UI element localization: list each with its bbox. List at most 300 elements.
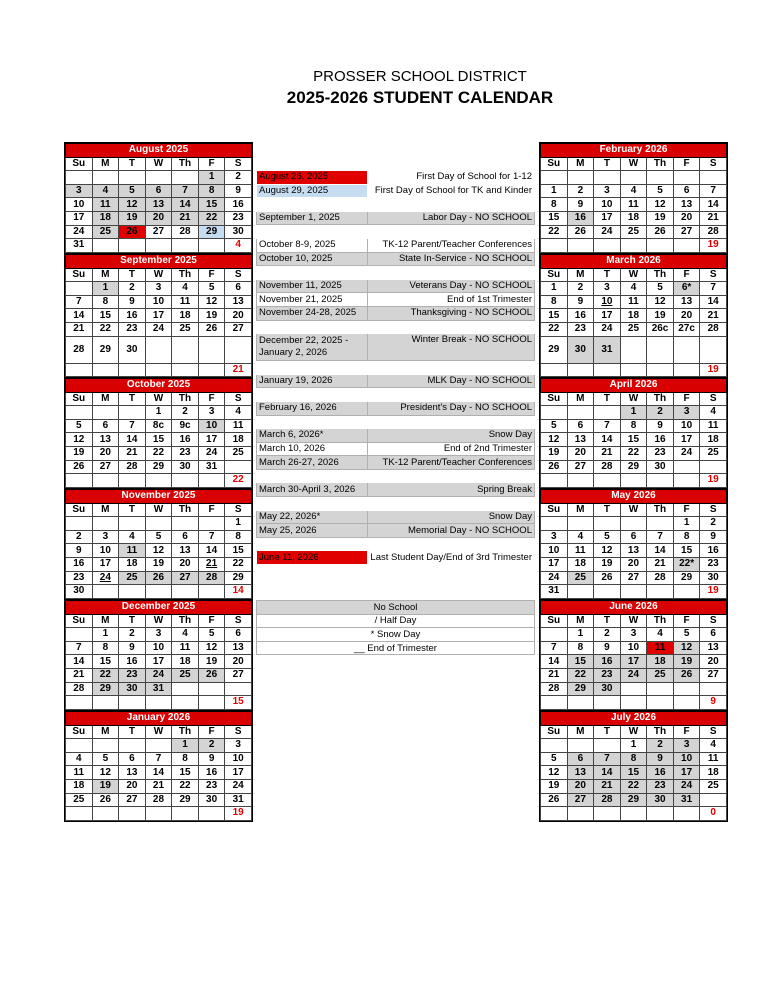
day-cell: 16	[647, 766, 674, 780]
day-cell: 18	[700, 433, 727, 447]
event-desc: Snow Day	[368, 510, 535, 524]
event-date: August 29, 2025	[257, 184, 368, 198]
day-cell: 19	[700, 239, 727, 253]
day-header: W	[145, 725, 172, 739]
event-desc: Veterans Day - NO SCHOOL	[368, 279, 535, 293]
day-cell: 18	[172, 655, 199, 669]
day-cell: 7	[66, 641, 93, 655]
month-calendar	[539, 710, 728, 822]
day-cell: 1	[198, 171, 225, 185]
day-cell: 8	[172, 752, 199, 766]
day-cell: 14	[172, 198, 199, 212]
day-cell	[119, 363, 146, 377]
day-cell: 30	[594, 682, 621, 696]
day-cell	[92, 739, 119, 753]
day-cell: 29	[92, 336, 119, 363]
day-header: Su	[541, 392, 568, 406]
day-cell: 2	[647, 739, 674, 753]
day-cell: 20	[620, 557, 647, 571]
day-cell: 11	[225, 419, 252, 433]
day-cell	[66, 282, 93, 296]
day-cell	[567, 517, 594, 531]
day-cell	[567, 239, 594, 253]
day-cell: 25	[172, 668, 199, 682]
day-cell: 4	[567, 530, 594, 544]
day-cell: 6*	[673, 282, 700, 296]
day-cell: 4	[620, 282, 647, 296]
day-header: M	[92, 725, 119, 739]
day-cell: 11	[700, 752, 727, 766]
day-cell: 19	[647, 211, 674, 225]
day-cell: 13	[225, 641, 252, 655]
day-cell: 29	[567, 682, 594, 696]
day-cell	[620, 336, 647, 363]
day-cell: 12	[673, 641, 700, 655]
day-cell: 22	[620, 779, 647, 793]
day-cell	[145, 363, 172, 377]
day-header: W	[145, 614, 172, 628]
day-cell: 23	[647, 446, 674, 460]
day-header: Su	[541, 157, 568, 171]
day-cell	[172, 336, 199, 363]
day-cell: 31	[66, 239, 93, 253]
day-cell: 8	[92, 295, 119, 309]
day-cell	[145, 807, 172, 821]
day-cell: 3	[225, 739, 252, 753]
month-title: September 2025	[66, 255, 252, 269]
day-cell: 25	[119, 571, 146, 585]
day-cell: 25	[647, 668, 674, 682]
day-cell: 20	[92, 446, 119, 460]
day-cell: 2	[594, 628, 621, 642]
day-cell: 27	[145, 225, 172, 239]
day-cell: 6	[225, 282, 252, 296]
day-cell: 9	[119, 295, 146, 309]
day-cell: 2	[66, 530, 93, 544]
day-cell: 24	[225, 779, 252, 793]
day-cell: 5	[66, 419, 93, 433]
day-cell	[673, 585, 700, 599]
day-cell: 2	[119, 628, 146, 642]
day-header: Th	[172, 157, 199, 171]
day-cell: 9	[225, 184, 252, 198]
day-cell	[541, 628, 568, 642]
day-cell: 11	[172, 295, 199, 309]
day-header: S	[225, 614, 252, 628]
legend-no-school: No School	[257, 601, 535, 615]
day-cell	[567, 585, 594, 599]
day-cell: 7	[700, 282, 727, 296]
day-cell: 5	[594, 530, 621, 544]
day-cell	[172, 239, 199, 253]
day-cell: 22*	[673, 557, 700, 571]
day-cell: 10	[145, 641, 172, 655]
day-cell: 18	[66, 779, 93, 793]
day-header: Th	[647, 392, 674, 406]
day-cell: 27	[620, 571, 647, 585]
day-cell: 19	[198, 309, 225, 323]
day-cell: 20	[172, 557, 199, 571]
day-cell	[700, 682, 727, 696]
day-header: Th	[647, 614, 674, 628]
day-cell: 8	[620, 752, 647, 766]
day-cell	[66, 807, 93, 821]
day-cell	[594, 406, 621, 420]
day-cell: 22	[92, 668, 119, 682]
day-cell	[594, 585, 621, 599]
day-cell: 22	[225, 474, 252, 488]
day-cell	[172, 474, 199, 488]
event-desc: Labor Day - NO SCHOOL	[368, 211, 535, 225]
month-title: November 2025	[66, 490, 252, 504]
day-cell	[92, 517, 119, 531]
day-header: W	[145, 268, 172, 282]
day-cell: 2	[119, 282, 146, 296]
event-desc: Thanksgiving - NO SCHOOL	[368, 306, 535, 320]
day-header: Su	[66, 157, 93, 171]
day-cell	[620, 363, 647, 377]
day-cell: 23	[119, 668, 146, 682]
day-cell: 21	[647, 557, 674, 571]
day-cell: 30	[567, 336, 594, 363]
event-desc: Winter Break - NO SCHOOL	[368, 334, 535, 361]
event-date: February 16, 2026	[257, 401, 368, 415]
day-cell: 10	[92, 544, 119, 558]
day-cell: 2	[225, 171, 252, 185]
day-cell	[594, 696, 621, 710]
day-cell	[119, 474, 146, 488]
day-cell	[198, 336, 225, 363]
day-cell: 12	[198, 295, 225, 309]
day-header: Su	[66, 725, 93, 739]
day-cell: 26	[594, 571, 621, 585]
day-cell: 21	[119, 446, 146, 460]
day-cell: 18	[119, 557, 146, 571]
month-title: June 2026	[541, 601, 727, 615]
day-cell	[541, 406, 568, 420]
day-cell	[66, 739, 93, 753]
day-cell: 14	[119, 433, 146, 447]
day-cell: 31	[673, 793, 700, 807]
day-cell: 24	[145, 668, 172, 682]
event-desc: Memorial Day - NO SCHOOL	[368, 524, 535, 538]
day-cell: 13	[172, 544, 199, 558]
day-cell: 7	[700, 184, 727, 198]
day-header: F	[673, 725, 700, 739]
day-cell: 16	[119, 309, 146, 323]
events-list	[256, 170, 535, 565]
event-date: November 11, 2025	[257, 279, 368, 293]
day-cell: 1	[172, 739, 199, 753]
day-header: Th	[172, 268, 199, 282]
day-cell: 10	[620, 641, 647, 655]
day-cell: 15	[673, 544, 700, 558]
day-header: T	[594, 503, 621, 517]
day-header: T	[119, 503, 146, 517]
day-cell	[673, 807, 700, 821]
day-cell: 25	[700, 446, 727, 460]
day-cell	[541, 696, 568, 710]
day-header: M	[92, 268, 119, 282]
day-cell: 10	[594, 198, 621, 212]
day-cell	[198, 585, 225, 599]
day-cell	[145, 585, 172, 599]
day-cell: 11	[92, 198, 119, 212]
day-cell	[66, 628, 93, 642]
day-cell: 8	[541, 198, 568, 212]
day-header: Th	[172, 614, 199, 628]
day-cell	[66, 696, 93, 710]
month-calendar	[64, 253, 253, 378]
day-cell: 4	[225, 239, 252, 253]
day-cell	[119, 406, 146, 420]
day-header: Th	[172, 392, 199, 406]
day-cell	[66, 406, 93, 420]
day-cell: 1	[620, 739, 647, 753]
month-title: July 2026	[541, 712, 727, 726]
day-cell: 29	[620, 460, 647, 474]
day-header: F	[673, 268, 700, 282]
day-header: S	[700, 392, 727, 406]
day-cell: 28	[541, 682, 568, 696]
day-header: T	[119, 614, 146, 628]
day-cell	[119, 739, 146, 753]
day-cell: 10	[66, 198, 93, 212]
day-cell	[700, 793, 727, 807]
day-cell: 21	[66, 668, 93, 682]
day-cell: 22	[541, 322, 568, 336]
day-header: W	[620, 614, 647, 628]
event-desc: First Day of School for TK and Kinder	[374, 184, 532, 196]
day-cell: 6	[700, 628, 727, 642]
day-cell: 9c	[172, 419, 199, 433]
day-cell: 18	[225, 433, 252, 447]
day-cell: 15	[620, 433, 647, 447]
day-cell: 5	[198, 282, 225, 296]
event-date: September 1, 2025	[257, 211, 368, 225]
day-header: Su	[541, 268, 568, 282]
event-desc: TK-12 Parent/Teacher Conferences	[368, 456, 535, 470]
day-cell	[567, 696, 594, 710]
day-cell: 26	[145, 571, 172, 585]
day-cell: 15	[145, 433, 172, 447]
month-title: February 2026	[541, 144, 727, 158]
day-cell: 19	[700, 474, 727, 488]
day-cell	[92, 363, 119, 377]
day-cell: 6	[145, 184, 172, 198]
day-header: Su	[541, 614, 568, 628]
day-cell	[567, 363, 594, 377]
month-title: April 2026	[541, 379, 727, 393]
day-cell: 5	[92, 752, 119, 766]
day-cell: 12	[647, 198, 674, 212]
day-cell: 17	[594, 211, 621, 225]
day-cell: 27	[92, 460, 119, 474]
day-header: F	[198, 614, 225, 628]
day-cell: 24	[198, 446, 225, 460]
day-cell	[66, 517, 93, 531]
day-cell	[647, 336, 674, 363]
day-cell: 10	[673, 419, 700, 433]
event-date: December 22, 2025 - January 2, 2026	[257, 334, 368, 361]
day-cell: 22	[198, 211, 225, 225]
day-cell	[145, 171, 172, 185]
month-calendar	[64, 377, 253, 489]
day-cell	[172, 585, 199, 599]
day-cell: 24	[594, 225, 621, 239]
day-cell: 27	[567, 793, 594, 807]
day-cell: 3	[673, 406, 700, 420]
day-header: F	[198, 157, 225, 171]
day-cell: 10	[225, 752, 252, 766]
day-cell: 8	[225, 530, 252, 544]
day-cell: 24	[673, 779, 700, 793]
day-cell: 28	[594, 793, 621, 807]
legend-half-day: / Half Day	[257, 614, 535, 628]
day-cell: 13	[620, 544, 647, 558]
day-cell: 17	[198, 433, 225, 447]
day-cell	[198, 807, 225, 821]
day-cell: 28	[66, 682, 93, 696]
day-cell: 8	[620, 419, 647, 433]
month-calendar	[64, 488, 253, 600]
day-cell: 26	[66, 460, 93, 474]
day-header: S	[225, 503, 252, 517]
day-cell: 21	[700, 309, 727, 323]
day-header: F	[198, 268, 225, 282]
day-header: T	[594, 157, 621, 171]
day-cell: 21	[541, 668, 568, 682]
day-cell	[145, 696, 172, 710]
day-cell: 9	[567, 295, 594, 309]
day-cell: 7	[198, 530, 225, 544]
day-cell: 26	[198, 322, 225, 336]
day-cell: 30	[647, 793, 674, 807]
day-cell: 23	[225, 211, 252, 225]
day-cell: 22	[567, 668, 594, 682]
day-cell	[66, 363, 93, 377]
day-cell: 29	[92, 682, 119, 696]
day-cell	[225, 460, 252, 474]
event-date: May 25, 2026	[257, 524, 368, 538]
day-cell	[198, 696, 225, 710]
day-cell	[647, 682, 674, 696]
day-cell: 2	[198, 739, 225, 753]
day-cell: 25	[700, 779, 727, 793]
day-cell	[172, 682, 199, 696]
day-cell: 8	[541, 295, 568, 309]
day-cell: 25	[567, 571, 594, 585]
day-cell: 18	[647, 655, 674, 669]
day-cell	[145, 739, 172, 753]
day-header: W	[145, 503, 172, 517]
day-cell: 21	[66, 322, 93, 336]
day-cell: 23	[66, 571, 93, 585]
day-header: T	[594, 268, 621, 282]
day-cell: 14	[594, 433, 621, 447]
day-cell: 19	[92, 779, 119, 793]
day-header: F	[673, 157, 700, 171]
event-desc: First Day of School for 1-12	[416, 171, 532, 183]
day-cell: 12	[119, 198, 146, 212]
day-cell: 22	[541, 225, 568, 239]
day-cell: 27	[225, 668, 252, 682]
legend	[256, 600, 535, 655]
day-cell: 14	[198, 544, 225, 558]
day-cell: 13	[119, 766, 146, 780]
day-cell: 22	[620, 446, 647, 460]
day-cell: 13	[225, 295, 252, 309]
day-cell: 16	[594, 655, 621, 669]
event-desc: End of 1st Trimester	[368, 293, 535, 307]
day-cell: 1	[541, 282, 568, 296]
event-date: June 11, 2026	[257, 551, 368, 565]
day-cell: 11	[647, 641, 674, 655]
day-cell: 16	[66, 557, 93, 571]
day-cell: 9	[66, 544, 93, 558]
day-cell	[198, 239, 225, 253]
day-cell: 7	[119, 419, 146, 433]
day-cell: 8	[198, 184, 225, 198]
day-cell: 30	[647, 460, 674, 474]
day-cell: 3	[145, 282, 172, 296]
day-cell	[66, 474, 93, 488]
day-header: T	[119, 157, 146, 171]
day-cell: 2	[647, 406, 674, 420]
event-desc: President's Day - NO SCHOOL	[368, 401, 535, 415]
day-cell: 14	[541, 655, 568, 669]
day-cell: 17	[145, 655, 172, 669]
day-cell: 11	[567, 544, 594, 558]
day-cell: 21	[198, 557, 225, 571]
day-cell: 25	[620, 225, 647, 239]
event-desc: State In-Service - NO SCHOOL	[368, 252, 535, 266]
day-header: M	[567, 392, 594, 406]
day-cell: 19	[145, 557, 172, 571]
day-cell: 7	[172, 184, 199, 198]
day-header: S	[700, 503, 727, 517]
day-cell	[541, 474, 568, 488]
day-cell: 20	[145, 211, 172, 225]
day-cell: 12	[92, 766, 119, 780]
day-header: M	[92, 392, 119, 406]
day-cell: 21	[172, 211, 199, 225]
day-cell	[647, 807, 674, 821]
event-date: October 10, 2025	[257, 252, 368, 266]
day-cell	[567, 406, 594, 420]
day-cell: 9	[700, 530, 727, 544]
day-cell: 7	[594, 419, 621, 433]
legend-snow-day: * Snow Day	[257, 628, 535, 642]
day-header: S	[700, 268, 727, 282]
day-cell	[92, 239, 119, 253]
day-cell: 26	[119, 225, 146, 239]
day-cell: 14	[594, 766, 621, 780]
day-cell: 21	[594, 446, 621, 460]
day-cell	[594, 171, 621, 185]
day-cell: 17	[673, 766, 700, 780]
month-calendar	[539, 488, 728, 600]
day-cell: 29	[225, 571, 252, 585]
day-header: M	[567, 157, 594, 171]
day-cell: 7	[541, 641, 568, 655]
day-cell: 19	[541, 779, 568, 793]
day-cell: 16	[567, 309, 594, 323]
day-cell: 20	[700, 655, 727, 669]
day-cell: 28	[119, 460, 146, 474]
day-cell: 6	[225, 628, 252, 642]
day-cell	[673, 171, 700, 185]
